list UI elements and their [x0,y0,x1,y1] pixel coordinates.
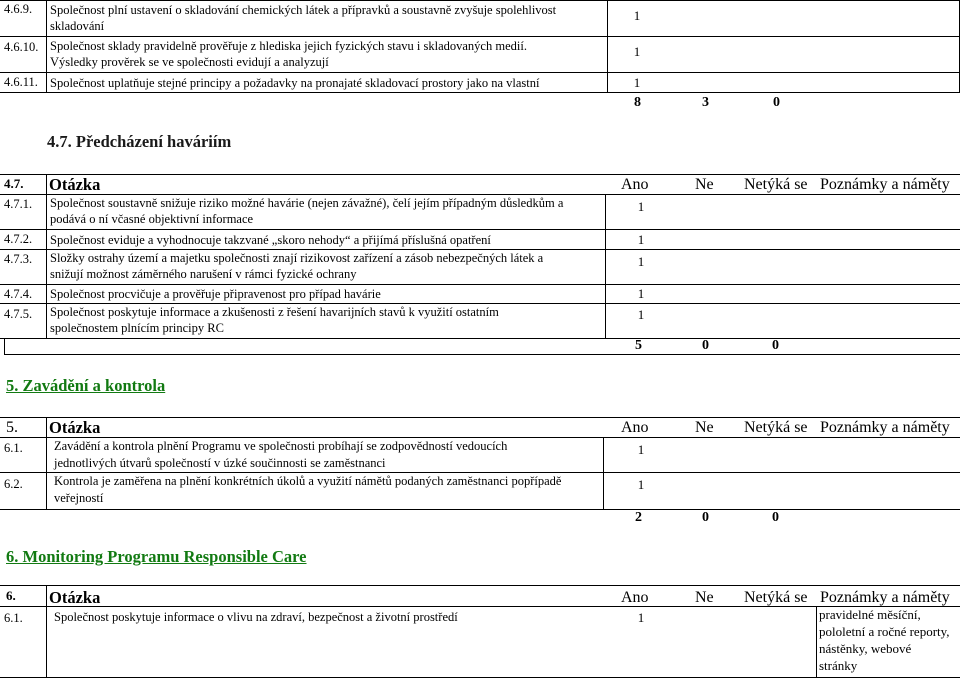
header-id: 5. [6,419,18,436]
row-text-line: Společnost uplatňuje stejné principy a požadavky na pronajaté skladovací prostory jako na vlastní [50,76,540,90]
total-ano: 2 [635,510,642,525]
total-ne: 0 [702,338,709,353]
ano-value: 1 [637,477,645,492]
header-id: 4.7. [4,176,24,191]
row-id: 4.6.11. [4,75,38,89]
total-ano: 8 [634,95,641,110]
header-netyka: Netýká se [744,176,808,193]
row-id: 4.7.1. [4,197,33,211]
row-text-line: Společnost plní ustavení o skladování chemických látek a přípravků a soustavně zvyšuje spolehlivost [50,3,557,17]
row-text-line: skladování [50,19,105,33]
header-netyka: Netýká se [744,589,808,606]
row-text-line: Společnost sklady pravidelně prověřuje z hlediska jejich fyzických stavu i skladovaných medií. [50,39,527,53]
row-text-line: Společnost procvičuje a prověřuje připravenost pro případ havárie [50,287,381,301]
header-otazka: Otázka [49,175,101,194]
header-otazka: Otázka [49,588,101,607]
row-text-line: podává o ní včasné objektivní informace [50,212,254,226]
header-ne: Ne [695,589,714,606]
row-id: 4.7.3. [4,252,33,266]
row-text-line: Společnost poskytuje informace a zkušenosti z řešení havarijních stavů k využití ostatním [50,305,499,319]
row-id: 6.1. [4,611,23,625]
header-poznamky: Poznámky a náměty [820,419,950,436]
ano-value: 1 [633,44,641,59]
row-text-line: Kontrola je zaměřena na plnění konkrétních úkolů a využití námětů podaných zaměstnanci popřípadě [54,474,562,488]
row-id: 4.7.4. [4,287,33,301]
row-text-line: společnostem plnícím principy RC [50,321,224,335]
row-id: 4.7.2. [4,232,33,246]
ano-value: 1 [637,442,645,457]
row-text-line: Společnost soustavně snižuje riziko možné havárie (nejen závažné), čelí jejím případným důsledkům a [50,196,564,210]
row-id: 6.1. [4,441,23,455]
header-ne: Ne [695,176,714,193]
section-title: 6. Monitoring Programu Responsible Care [6,547,307,566]
section-title: 4.7. Předcházení haváriím [47,132,232,151]
row-text-line: Výsledky prověrek se ve společnosti evidují a analyzují [50,55,329,69]
row-text-line: Společnost eviduje a vyhodnocuje takzvané „skoro nehody“ a přijímá příslušná opatření [50,233,491,247]
row-text-line: Složky ostrahy území a majetku společnosti znají rizikovost zařízení a zásob nebezpečných látek a [50,251,544,265]
ano-value: 1 [633,75,641,90]
ano-value: 1 [637,286,645,301]
ano-value: 1 [637,610,645,625]
note-line: stránky [819,658,858,673]
total-ne: 0 [702,510,709,525]
ano-value: 1 [637,254,645,269]
note-line: pololetní a ročné reporty, [819,624,950,639]
section-title: 5. Zavádění a kontrola [6,376,166,395]
row-id: 6.2. [4,477,23,491]
header-ne: Ne [695,419,714,436]
total-ne: 3 [702,95,709,110]
header-poznamky: Poznámky a náměty [820,589,950,606]
total-ano: 5 [635,338,642,353]
row-text-line: jednotlivých útvarů společností v úzké součinnosti se zaměstnanci [54,456,386,470]
note-line: pravidelné měsíční, [819,607,921,622]
total-netyka: 0 [773,95,780,110]
header-id: 6. [6,588,16,603]
header-netyka: Netýká se [744,419,808,436]
row-text-line: veřejností [54,491,104,505]
note-line: nástěnky, webové [819,641,912,656]
header-ano: Ano [621,176,649,193]
ano-value: 1 [637,199,645,214]
row-text-line: Společnost poskytuje informace o vlivu na zdraví, bezpečnost a životní prostředí [54,610,458,624]
total-netyka: 0 [772,510,779,525]
total-netyka: 0 [772,338,779,353]
row-text-line: snižují možnost záměrného narušení v rámci fyzické ochrany [50,267,357,281]
header-ano: Ano [621,589,649,606]
row-id: 4.6.9. [4,2,33,16]
row-text-line: Zavádění a kontrola plnění Programu ve společnosti probíhají se zodpovědností vedoucích [54,439,508,453]
header-ano: Ano [621,419,649,436]
poznamky-note [819,606,959,674]
header-poznamky: Poznámky a náměty [820,176,950,193]
row-id: 4.7.5. [4,307,33,321]
ano-value: 1 [637,307,645,322]
ano-value: 1 [633,8,641,23]
ano-value: 1 [637,232,645,247]
row-id: 4.6.10. [4,40,39,54]
header-otazka: Otázka [49,418,101,437]
